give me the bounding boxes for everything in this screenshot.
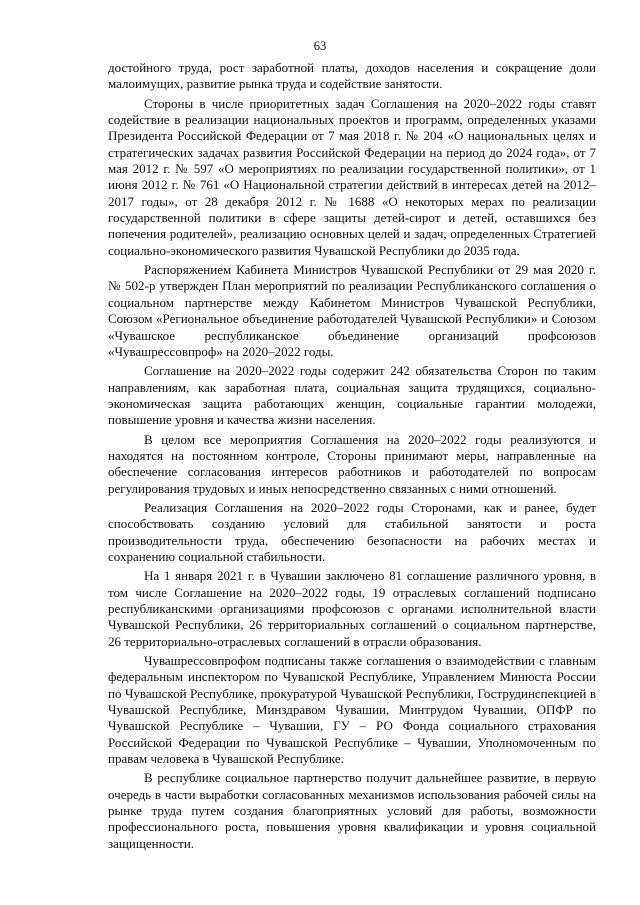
paragraph: Соглашение на 2020–2022 годы содержит 242 обязательства Сторон по таким направлениям, как заработная плата, социальная защита трудящихся, социально-экономическая защита работающих женщин, социальные гарантии молодежи, повышение уровня и качества жизни населения. bbox=[108, 363, 596, 428]
paragraph: На 1 января 2021 г. в Чувашии заключено 81 соглашение различного уровня, в том числе Соглашение на 2020–2022 годы, 19 отраслевых соглашений подписано республиканскими организациями профсоюзов с органами исполнительной власти Чувашской Республики, 26 территориальных соглашений о социальном партнерстве, 26 территориально-отраслевых соглашений в отрасли образования. bbox=[108, 568, 596, 649]
paragraph: В республике социальное партнерство получит дальнейшее развитие, в первую очередь в части выработки согласованных механизмов использования рабочей силы на рынке труда путем создания благоприятных условий для работы, возможности профессионального роста, повышения уровня квалификации и уровня социальной защищенности. bbox=[108, 770, 596, 851]
page-number: 63 bbox=[313, 39, 327, 53]
body-text bbox=[108, 60, 596, 855]
paragraph: Стороны в числе приоритетных задач Соглашения на 2020–2022 годы ставят содействие в реализации национальных проектов и программ, определенных указами Президента Российской Федерации от 7 мая 2018 г. № 204 «О национальных целях и стратегических задачах развития Российской Федерации на период до 2024 года», от 7 мая 2012 г. № 597 «О мероприятиях по реализации государственной политики», от 1 июня 2012 г. № 761 «О Национальной стратегии действий в интересах детей на 2012–2017 годы», от 28 декабря 2012 г. № 1688 «О некоторых мерах по реализации государственной политики в сфере защиты детей-сирот и детей, оставшихся без попечения родителей», реализацию основных целей и задач, определенных Стратегией социально-экономического развития Чувашской Республики до 2035 года. bbox=[108, 95, 596, 258]
paragraph: Распоряжением Кабинета Министров Чувашской Республики от 29 мая 2020 г. № 502-р утвержден План мероприятий по реализации Республиканского соглашения о социальном партнерстве между Кабинетом Министров Чувашской Республики, Союзом «Региональное объединение работодателей Чувашской Республики» и Союзом «Чувашское республиканское объединение организаций профсоюзов «Чувашрессовпроф» на 2020–2022 годы. bbox=[108, 262, 596, 359]
paragraph: Чувашрессовпрофом подписаны также соглашения о взаимодействии с главным федеральным инспектором по Чувашской Республике, Управлением Минюста России по Чувашской Республике, прокуратурой Чувашской Республики, Гострудинспекцией в Чувашской Республике, Минздравом Чувашии, Минтрудом Чувашии, ОПФР по Чувашской Республике – Чувашии, ГУ – РО Фонда социального страхования Российской Федерации по Чувашской Республике – Чувашии, Уполномоченным по правам человека в Чувашской Республике. bbox=[108, 653, 596, 767]
paragraph: Реализация Соглашения на 2020–2022 годы Сторонами, как и ранее, будет способствовать созданию условий для стабильной занятости и роста производительности труда, обеспечению безопасности на рабочих местах и сохранению социальной стабильности. bbox=[108, 499, 596, 564]
paragraph: В целом все мероприятия Соглашения на 2020–2022 годы реализуются и находятся на постоянном контроле, Стороны принимают меры, направленные на обеспечение согласования интересов работников и работодателей по вопросам регулирования трудовых и иных непосредственно связанных с ними отношений. bbox=[108, 431, 596, 496]
paragraph-continuation: достойного труда, рост заработной платы, доходов населения и сокращение доли малоимущих, развитие рынка труда и содействие занятости. bbox=[108, 60, 596, 92]
